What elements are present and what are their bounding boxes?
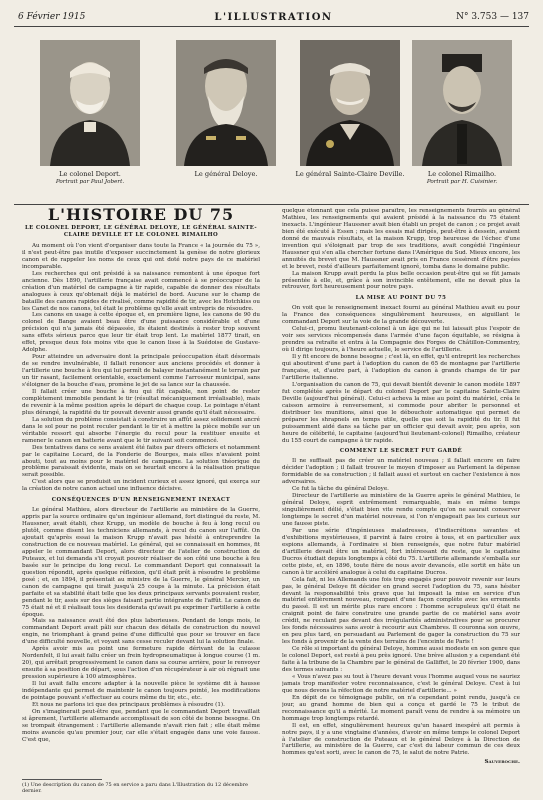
paragraph: La solution du problème consistait à construire un affût assez solidement ancré dans le sol pour ne point reculer pendant le tir et à mettre la pièce mobile sur un véritable ressort qui absorbe l'énergie du recul pour la restituer ensuite et ramener le canon en batterie avant que le tir suivant soit commencé. xyxy=(22,416,260,444)
paragraph: Des tentatives dans ce sens avaient été faites par divers officiers et notamment par le capitaine Locard, de la Fonderie de Bourges, mais elles n'avaient point abouti, tout au moins pour le matériel de campagne. La solution théorique du problème paraissait évidente, mais on se heurtait encore à la réalisation pratique serait possible. xyxy=(22,444,260,479)
portrait-sainte-claire-deville xyxy=(300,40,400,166)
paragraph: Et nous ne parlons ici que des principaux problèmes à résoudre (1). xyxy=(32,701,225,708)
paragraph: Il lui avait fallu encore adapter à la nouvelle pièce le système dit à hausse indépendante qui permet de maintenir le canon toujours pointé, les modifications de pointage pouvant s'effectuer au cours même du tir, etc., etc. xyxy=(22,681,260,701)
issue-number: N° 3.753 — 137 xyxy=(456,12,529,22)
caption-text: Le général Sainte-Claire Deville. xyxy=(295,170,405,178)
page-header xyxy=(18,10,529,24)
paragraph: Par une série d'ingénieuses maladresses, d'indiscrétions savantes et d'exhibitions mystérieuses, il parvint à faire croire à tous, et en particulier aux espions allemands, à l'ordinaire si bien renseignés, que notre futur matériel d'artillerie devait être un matériel, fort intéressant du reste, que le capitaine Ducros étudiait depuis longtemps à côté du 75. L'artillerie allemande s'emballa sur cette piste, et, en 1896, toute fière de nous avoir devancés, elle sortit en hâte un canon à tir accéléré analogue à celui du capitaine Ducros. xyxy=(282,527,520,576)
paragraph: Ce fut la tâche du général Deloye. xyxy=(292,486,389,493)
section-rule xyxy=(14,204,529,205)
paragraph: On s'imaginerait peut-être que, pendant que le commandant Deport travaillait si âprement, l'artillerie allemande accomplissait de son côté de bonne besogne. On se trompait étrangement : l'artillerie allemande n'avait rien fait ; elle était même moins avancée qu'au premier jour, car elle s'était engagée dans une voie fausse. C'est que, xyxy=(22,708,260,743)
paragraph: « Vous n'avez pas su tout à l'heure devant vous l'homme auquel vous ne sauriez jamais trop manifester votre reconnaissance, c'est le général Deloye. C'est à lui que nous devons la réfection de notre matériel d'artillerie... » xyxy=(282,673,520,694)
article-column-right xyxy=(282,208,520,792)
caption-rimailho xyxy=(402,170,522,186)
col1-paragraphs xyxy=(22,243,260,493)
portrait-image xyxy=(176,40,276,166)
portrait-deport xyxy=(40,40,140,166)
paragraph: Il fallait créer une bouche à feu qui fût capable, non point de rester complètement immobile pendant le tir (résultat mécaniquement irréalisable), mais de revenir à la même position après le départ de chaque coup. Le pointage n'étant plus dérangé, la rapidité du tir pouvait devenir aussi grande qu'il était nécessaire. xyxy=(22,388,260,416)
portrait-image xyxy=(412,40,512,166)
paragraph: Ce rôle si important du général Deloye, homme aussi modeste en son genre que le colonel Deport, est resté à peu près ignoré. Une brève allusion y a cependant été faite à la tribune de la Chambre par le général de Galliffet, le 20 février 1900, dans des termes suivants : xyxy=(282,646,520,673)
footnote: (1) Une description du canon de 75 en service a paru dans L'Illustration du 12 décembre dernier. xyxy=(22,782,248,794)
portrait-rimailho xyxy=(412,40,512,166)
paragraph: Il est, en effet, singulièrement heureux qu'un hasard inespéré ait permis à notre pays, il y a une vingtaine d'années, d'avoir en même temps le colonel Deport à l'atelier de construction de Puteaux et le général Deloye à la Direction de l'artillerie, au ministère de la Guerre, car c'est du labeur commun de ces deux hommes qu'est sorti, avec le canon de 75, le salut de notre Patrie. xyxy=(282,722,520,757)
paragraph: Il ne suffisait pas de créer un matériel nouveau ; il fallait encore en faire décider l'adoption ; il fallait trouver le moyen d'imposer au Parlement la dépense formidable de sa construction ; il fallait aussi et surtout en cacher l'existence à nos adversaires. xyxy=(282,458,520,486)
portrait-image xyxy=(40,40,140,166)
paragraph: Directeur de l'artillerie au ministère de la Guerre après le général Mathieu, le général Deloye, esprit extrêmement remarquable, mais en même temps singulièrement délié, s'était bien vite rendu compte qu'on ne saurait conserver longtemps le secret d'un matériel nouveau, si l'on n'engageait pas les curieux sur une fausse piste. xyxy=(282,493,520,527)
paragraph: quelque étonnant que cela puisse paraître, les renseignements fournis au général Mathieu, les renseignements qui avaient présidé à la naissance du 75 étaient inexacts. L'ingénieur Haussner avait bien établi un projet de canon ; ce projet avait bien été exécuté à Essen ; mais les essais mal dirigés, peut-être à dessein, avaient donné de mauvais résultats, et la maison Krupp, trop heureuse de l'échec d'une invention qui s'éloignait par trop de ses traditions, avait congédié l'ingénieur Haussner qui s'en alla chercher fortune dans l'Amérique du Sud. Mieux encore, les annuités du brevet que M. Haussner avait pris en France cessèrent d'être payées et le brevet, resté d'ailleurs parfaitement ignoré, tomba dans le domaine public. xyxy=(282,208,520,270)
caption-credit: Portrait par H. Cuisinier. xyxy=(426,179,498,185)
caption-credit: Portrait par Paul Jobert. xyxy=(55,179,125,185)
section-heading: LA MISE AU POINT DU 75 xyxy=(355,295,447,302)
article-title: L'HISTOIRE DU 75 xyxy=(47,208,235,224)
caption-text: Le général Deloye. xyxy=(194,170,258,178)
paragraph: Les recherches qui ont présidé à sa naissance remontent à une époque fort ancienne. Dès 1890, l'artillerie française avait commencé à se préoccuper de la création d'un matériel de campagne à tir rapide, capable de donner des résultats analogues à ceux qu'obtenait déjà le matériel de bord. Aucune sur le champ de bataille des canons rapides de rivalisé, comme rapidité de tir, avec les Hotchkiss ou les Canet de nos canons, tel était le problème qu'elle avait entrepris de résoudre. xyxy=(22,270,260,312)
article-column-left xyxy=(22,208,260,776)
paragraph: Mais sa naissance avait été des plus laborieuses. Pendant de longs mois, le commandant Deport avait pâli sur chacun des détails de construction du nouvel engin, ne triomphant à grand peine d'une difficulté que pour se trouver en face d'une difficulté nouvelle, et voyant sans cesse reculer devant lui la solution finale. xyxy=(22,618,260,646)
caption-text: Le colonel Deport. xyxy=(59,170,121,178)
caption-deport xyxy=(30,170,150,186)
paragraph: L'organisation du canon de 75, qui devait bientôt devenir le canon modèle 1897 fut complétée après le départ du colonel Deport par le capitaine Sainte-Claire Deville (aujourd'hui général). Celui-ci acheva la mise au point du matériel, créa le caisson armoire à renversement, si commode pour abriter le personnel et distribuer les munitions, ainsi que le débouchoir automatique qui permet de préparer les shrapnels en temps utile, quelle que soit la rapidité du tir. Il fut puissamment aidé dans sa tâche par un officier qui devait avoir, peu après, son heure de célébrité, le capitaine (aujourd'hui lieutenant-colonel) Rimailho, créateur du 155 court de campagne à tir rapide. xyxy=(282,381,520,444)
portrait-image xyxy=(300,40,400,166)
article-subtitle: LE COLONEL DEPORT, LE GÉNÉRAL DELOYE, LE GÉNÉRAL SAINTE-CLAIRE DEVILLE ET LE COLONEL RIMAILHO xyxy=(24,224,258,238)
caption-deloye xyxy=(166,170,286,178)
caption-text: Le colonel Rimailho. xyxy=(427,170,497,178)
section-heading: COMMENT LE SECRET FUT GARDÉ xyxy=(339,448,463,455)
paragraph: Après avoir mis au point une fermeture rapide dérivant de la culasse Nordenfelt, il lui avait fallu créer un frein hydropneumatique à longue course (1 m. 20), qui arrêtait progressivement le canon dans sa course arrière, pour le renvoyer ensuite à sa position de départ, sous l'action d'un récupérateur à air où régnait une pression supérieure à 100 atmosphères. xyxy=(22,646,260,681)
author-signature: Sauveroche. xyxy=(484,759,520,766)
col1b-paragraphs xyxy=(22,507,260,743)
caption-sainte-claire-deville xyxy=(290,170,410,178)
paragraph: Au moment où l'on vient d'organiser dans toute la France « la journée du 75 », il n'est peut-être pas inutile d'exposer succinctement la genèse de notre glorieux canon et de rappeler les noms de ceux qui ont doté notre pays de ce matériel incomparable. xyxy=(22,242,260,270)
paragraph: Pour atteindre un adversaire dont la principale préoccupation était désormais de se rendre invulnérable, il fallait renoncer aux anciens procédés et donner à l'artillerie une bouche à feu qui lui permît de balayer instantanément le terrain par un tir rasant, facilement orientable, exactement comme l'arroseur municipal, sans s'éloigner de la bouche d'eau, promène le jet de sa lance sur la chaussée. xyxy=(22,354,260,389)
paragraph: Le général Mathieu, alors directeur de l'artillerie au ministère de la Guerre, appris par la source ordinaire qu'un ingénieur allemand, fort distingué du reste, M. Haussner, avait établi, chez Krupp, un modèle de bouche à feu à long recul ou plutôt, comme disent les techniciens allemands, à recul du canon sur l'affût. On ajoutait qu'après essai la maison Krupp n'avait pas hésité à entreprendre la construction de ce nouveau matériel. Le général, qui se connaissait en hommes, fit appeler le commandant Deport, alors directeur de l'atelier de construction de Puteaux, et lui demanda s'il croyait pouvoir réaliser de son côté une bouche à feu basée sur le principe du long recul. Le commandant Deport qui connaissait la question répondit, après quelque réflexion, qu'il était prêt à résoudre le problème posé ; et, en 1894, il présentait au ministre de la Guerre, le général Mercier, un canon de campagne qui tirait jusqu'à 25 coups à la minute. La précision était parfaite et sa stabilité était telle que les deux principaux servants pouvaient rester, pendant le tir, assis sur des sièges faisant partie intégrante de l'affût. Le canon de 75 était né et il réalisait tous les desiderata qu'avait pu exprimer l'artillerie à cette époque. xyxy=(22,507,260,618)
issue-date: 6 Février 1915 xyxy=(18,12,86,22)
paragraph: Il y fit encore de bonne besogne ; c'est là, en effet, qu'il entreprit les recherches qui aboutirent d'une part à l'adoption du canon de 65 de montagne par l'artillerie française, et, d'autre part, à l'adoption du canon à grands champs de tir par l'artillerie italienne. xyxy=(282,354,520,381)
header-rule xyxy=(14,26,529,27)
footnote-rule xyxy=(22,779,102,780)
paragraph: Les canons en usage à cette époque et, en première ligne, les canons de 90 du colonel de Bange avaient beau être d'une puissance considérable et d'une précision qui n'a jamais été dépassée, ils étaient destinés à rester trop souvent sans effets sérieux parce que leur tir était trop lent. Le matériel 1877 tirait, en effet, presque deux fois moins vite que le canon lisse à la Suédoise de Gustave-Adolphe. xyxy=(22,312,260,354)
paragraph: Celui-ci, promu lieutenant-colonel à un âge qui ne lui laissait plus l'espoir de voir ses services récompensés dans l'armée d'une façon équitable, se résigna à prendre sa retraite et entra à la Compagnie des Forges de Châtillon-Commentry, où il dirige toujours, à l'heure actuelle, le service de l'artillerie. xyxy=(282,326,520,354)
paragraph: Cela fait, ni les Allemands une fois trop engagés pour pouvoir revenir sur leurs pas, le général Deloye fit décider en grand secret l'adoption du 75, sans hésiter devant la responsabilité très grave que lui imposait la mise en service d'un matériel entièrement nouveau, rompant d'une façon complète avec les errements du passé. Il est un mérite plus rare encore : l'homme scrupuleux qu'il était ne craignit point de faire construire une grande partie de ce matériel sans avoir crédit, ne reculant pas devant des irrégularités administratives pour se procurer les fonds nécessaires sans avoir à recourir aux Chambres. Il couronna son œuvre, en peu plus tard, en persuadant au Parlement de gager la construction du 75 sur les fonds à provenir de la vente des terrains de l'enceinte de Paris ! xyxy=(282,576,520,646)
section-heading: CONSÉQUENCES D'UN RENSEIGNEMENT INEXACT xyxy=(51,497,231,504)
paragraph: La maison Krupp avait perdu la plus belle occasion peut-être qui se fût jamais présentée à elle, et, grâce à son invincible entêtement, elle ne devait plus la retrouver, fort heureusement pour notre pays. xyxy=(282,270,520,291)
paragraph: En dépit de ce témoignage public, on n'a cependant point rendu, jusqu'à ce jour, au grand homme de bien qui a conçu et gardé le 75 le tribut de reconnaissance qu'il a mérité. Le moment paraît venu de rendre à sa mémoire un hommage trop longtemps retardé. xyxy=(282,694,520,722)
portrait-deloye xyxy=(176,40,276,166)
paragraph: C'est alors que se produisit un incident curieux et assez ignoré, qui exerça sur la création de notre canon actuel une influence décisive. xyxy=(22,479,260,493)
paragraph: On voit que le renseignement inexact fourni au général Mathieu avait eu pour la France des conséquences singulièrement heureuses, en aiguillant le commandant Deport sur la voie de la grande découverte. xyxy=(282,305,520,326)
masthead: L'ILLUSTRATION xyxy=(214,11,333,23)
